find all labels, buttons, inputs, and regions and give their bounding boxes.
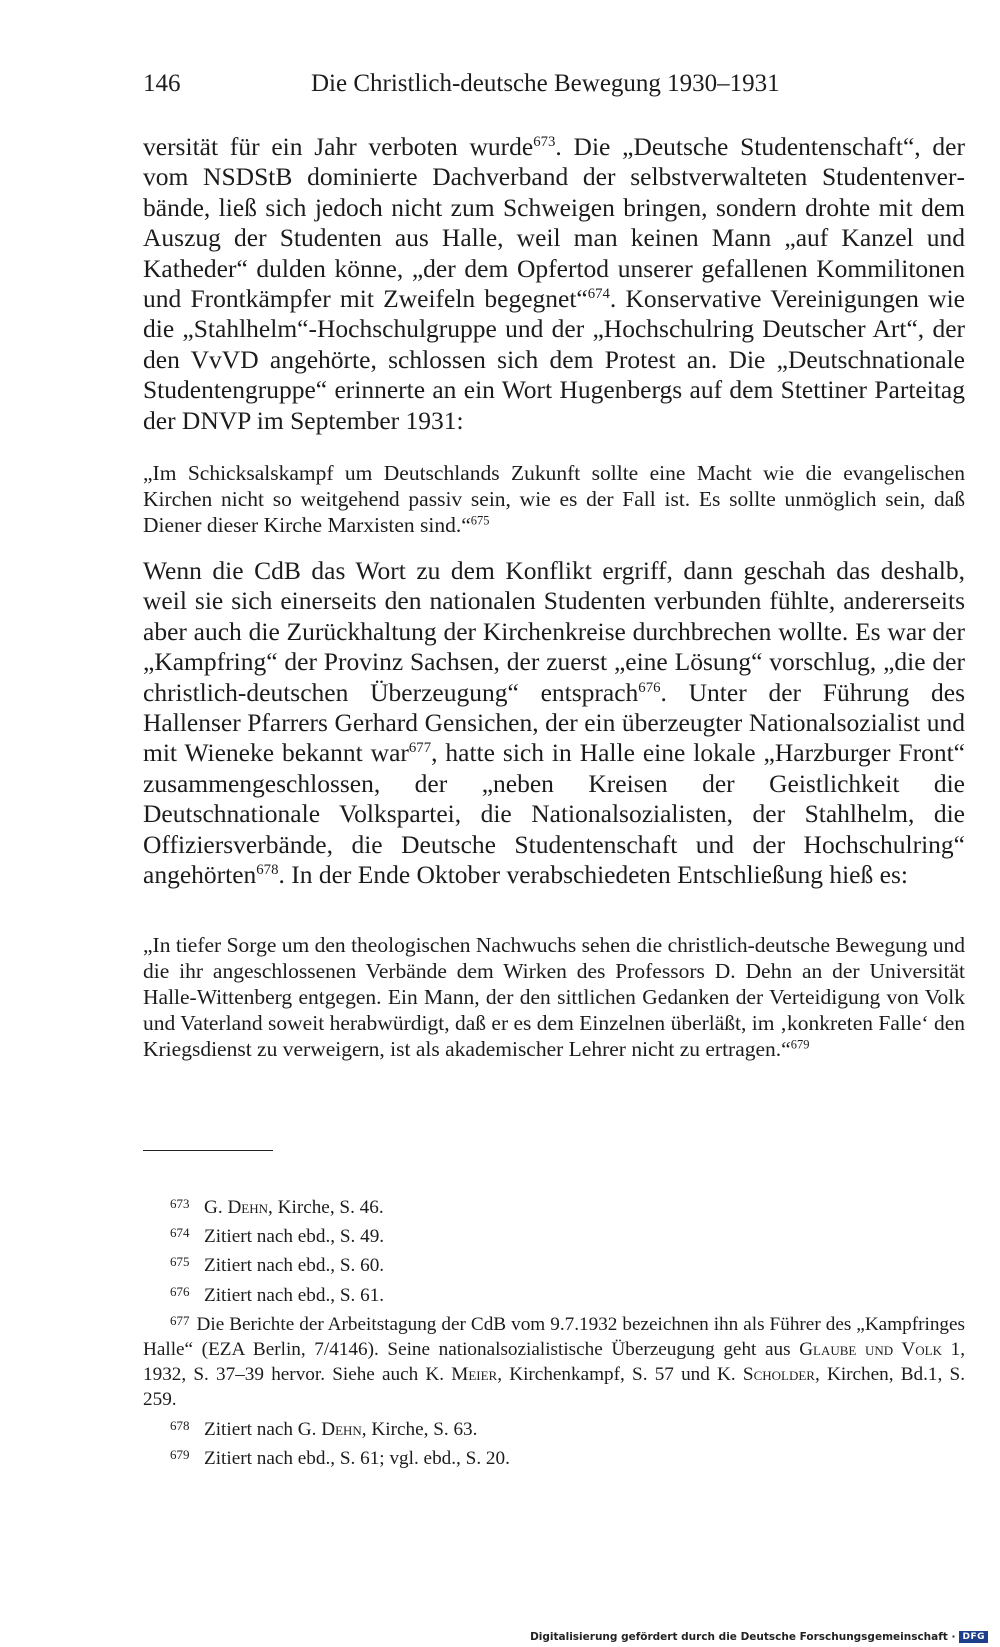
footnote-ref-678[interactable]: 678 (256, 861, 279, 878)
paragraph-text: . Unter der Führung des Hallenser Pfarrers Gerhard Gensichen, der ein überzeugter Nationalsozialist und mit Wieneke bekannt war (143, 677, 965, 768)
footnote-text: Zitiert nach ebd., S. 60. (204, 1255, 385, 1277)
body-paragraph-2 (143, 556, 965, 890)
footnote-677 (143, 1308, 965, 1413)
paragraph-text: . Konservative Vereinigungen wie die „Stahlhelm“-Hochschulgruppe und der „Hochschulring Deutscher Art“, der den VvVD angehörte, schlossen sich dem Protest an. Die „Deutschnationale Studentengruppe“ erinnerte an ein Wort Hugenbergs auf dem Stettiner Parteitag der DNVP im September 1931: (143, 284, 965, 435)
footnote-text: Die Berichte der Arbeitstagung der CdB vom 9.7.1932 bezeichnen ihn als Führer des „Kampfringes Halle“ (EZA Berlin, 7/4146). Seine nationalsozialistische Überzeugung geht aus (143, 1313, 965, 1361)
body-paragraph-1 (143, 132, 965, 436)
footnote-text: Zitiert nach ebd., S. 61. (204, 1284, 385, 1306)
paragraph-text: . Die „Deutsche Studentenschaft“, der vom NSDStB dominierte Dachverband der selbstverwalteten Studentenverbände, ließ sich jedoch nicht zum Schweigen bringen, sondern drohte mit dem Auszug der Studenten aus Halle, weil man keinen Mann „auf Kanzel und Katheder“ dulden könne, „der dem Opfertod unserer gefallenen Kommilitonen und Frontkämpfer mit Zweifeln begegnet“ (143, 132, 965, 314)
page-number: 146 (143, 70, 181, 97)
block-quote-2 (143, 932, 965, 1062)
digitization-credit (530, 1630, 988, 1644)
footnote-text: , Kirche, S. 46. (268, 1197, 384, 1218)
author-name: Dehn (227, 1197, 269, 1218)
footnote-number: 674 (170, 1225, 190, 1241)
footnote-number: 675 (170, 1254, 190, 1270)
footnote-676 (143, 1279, 965, 1308)
page-header (143, 70, 858, 110)
footnote-text: Zitiert nach ebd., S. 49. (204, 1226, 385, 1248)
footnote-ref-676[interactable]: 676 (638, 679, 661, 696)
author-name: Meier (451, 1364, 498, 1386)
source-title: Glaube und Volk (799, 1339, 942, 1361)
footnote-ref-679[interactable]: 679 (790, 1037, 810, 1052)
footnote-text: , Kirche, S. 63. (361, 1418, 478, 1440)
footnote-ref-674[interactable]: 674 (587, 285, 610, 302)
running-title: Die Christlich-deutsche Bewegung 1930–1931 (311, 70, 780, 97)
footnote-674 (143, 1220, 965, 1249)
footnotes (143, 1191, 965, 1471)
footnote-673 (143, 1191, 965, 1220)
footnote-text: Zitiert nach G. (204, 1418, 322, 1440)
footnote-number: 673 (170, 1196, 190, 1211)
footnote-text: , Kirchen, Bd.1, S. 259. (143, 1364, 965, 1411)
footnote-number: 678 (170, 1417, 190, 1433)
footnote-number: 677 (170, 1312, 190, 1328)
author-name: Dehn (321, 1418, 362, 1440)
paragraph-text: . In der Ende Oktober verabschiedeten Entschließung hieß es: (278, 860, 908, 890)
quote-text: „Im Schicksalskampf um Deutschlands Zukunft sollte eine Macht wie die evangelischen Kirchen nicht so weitgehend passiv sein, wie es der Fall ist. Es sollte unmöglich sein, daß Diener dieser Kirche Marxisten sind.“ (143, 461, 965, 537)
footnote-text: Zitiert nach ebd., S. 61; vgl. ebd., S. 20. (204, 1447, 510, 1469)
dfg-logo-icon: DFG (959, 1631, 988, 1643)
footnote-679 (143, 1442, 965, 1471)
footnote-ref-677[interactable]: 677 (408, 740, 432, 757)
footnote-number: 676 (170, 1283, 190, 1299)
paragraph-text: , hatte sich in Halle eine lokale „Harzburger Front“ zusammengeschlossen, der „neben Kreisen der Geistlichkeit die Deutschnationale Volkspartei, die Nationalsozialisten, der Stahlhelm, die Offiziersverbände, die Deutsche Studentenschaft und der Hochschulring“ angehörten (143, 738, 965, 890)
footnote-text: 1, 1932, S. 37–39 hervor. Siehe auch K. (143, 1339, 966, 1386)
footnote-text: G. (204, 1197, 228, 1218)
footnote-ref-675[interactable]: 675 (470, 513, 490, 528)
footnote-separator (143, 1150, 273, 1151)
footnote-text: , Kirchenkampf, S. 57 und K. (497, 1364, 743, 1386)
credit-text: Digitalisierung gefördert durch die Deutsche Forschungsgemeinschaft · (530, 1631, 956, 1643)
paragraph-text: versität für ein Jahr verboten wurde (143, 132, 534, 161)
quote-text: „In tiefer Sorge um den theologischen Nachwuchs sehen die christlich-deutsche Bewegung und die ihr angeschlossenen Verbände dem Wirken des Professors D. Dehn an der Universität Halle-Wittenberg entgegen. Ein Mann, der den sittlichen Gedanken der Verteidigung von Volk und Vaterland soweit herabwürdigt, daß er es dem Einzelnen überläßt, im ‚konkreten Falle‘ den Kriegsdienst zu verweigern, ist als akademischer Lehrer nicht zu ertragen.“ (143, 933, 965, 1061)
paragraph-text: Wenn die CdB das Wort zu dem Konflikt ergriff, dann geschah das deshalb, weil sie sich einerseits den nationalen Studenten verbunden fühlte, andererseits aber auch die Zurückhaltung der Kirchenkreise durchbrechen wollte. Es war der „Kampfring“ der Provinz Sachsen, der zuerst „eine Lösung“ vorschlug, „die der christlich-deutschen Überzeugung“ entsprach (143, 556, 965, 707)
footnote-678 (143, 1413, 965, 1442)
block-quote-1 (143, 460, 965, 538)
footnote-number: 679 (170, 1446, 190, 1462)
author-name: Scholder (742, 1364, 815, 1386)
footnote-675 (143, 1249, 965, 1278)
footnote-ref-673[interactable]: 673 (533, 133, 556, 150)
